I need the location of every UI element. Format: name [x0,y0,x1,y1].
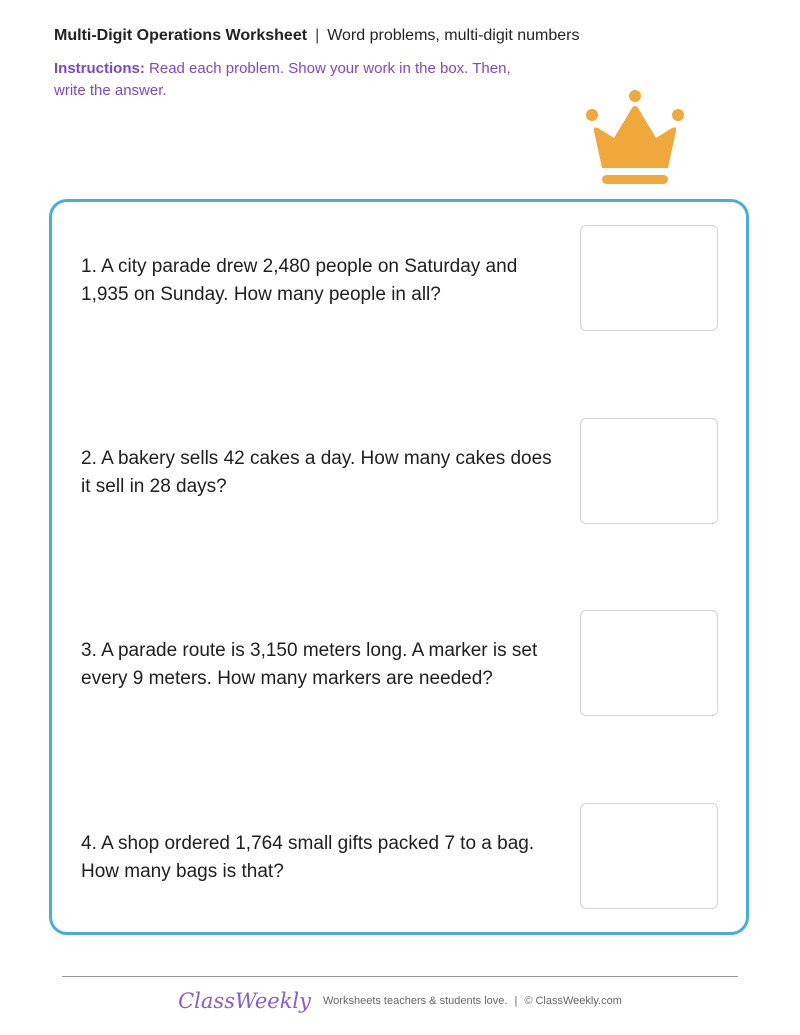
answer-box-3[interactable] [580,610,718,716]
problem-4-text: 4. A shop ordered 1,764 small gifts packed 7 to a bag. How many bags is that? [81,833,535,882]
answer-box-4[interactable] [580,803,718,909]
worksheet-title: Multi-Digit Operations Worksheet [54,27,308,44]
brand-logo: ClassWeekly [178,989,311,1013]
answer-box-2[interactable] [580,418,718,524]
footer-text [323,995,622,1007]
footer-divider [62,976,738,977]
instructions-text: Read each problem. Show your work in the box. Then, write the answer. [54,60,511,99]
footer [0,986,800,1016]
crown-icon [582,86,688,186]
footer-separator: | [514,995,518,1007]
problem-2-text: 2. A bakery sells 42 cakes a day. How many cakes does it sell in 28 days? [81,448,552,497]
problem-1-text: 1. A city parade drew 2,480 people on Saturday and 1,935 on Sunday. How many people in all? [81,256,518,305]
answer-box-1[interactable] [580,225,718,331]
worksheet-subtitle: Word problems, multi-digit numbers [327,27,580,44]
instructions-label: Instructions: [54,60,145,77]
worksheet-header [54,27,579,45]
footer-tagline: Worksheets teachers & students love. [323,995,508,1007]
footer-copyright: © ClassWeekly.com [524,995,622,1007]
instructions [54,58,544,102]
header-separator: | [315,27,320,44]
problem-3-text: 3. A parade route is 3,150 meters long. A marker is set every 9 meters. How many markers are needed? [81,640,538,689]
